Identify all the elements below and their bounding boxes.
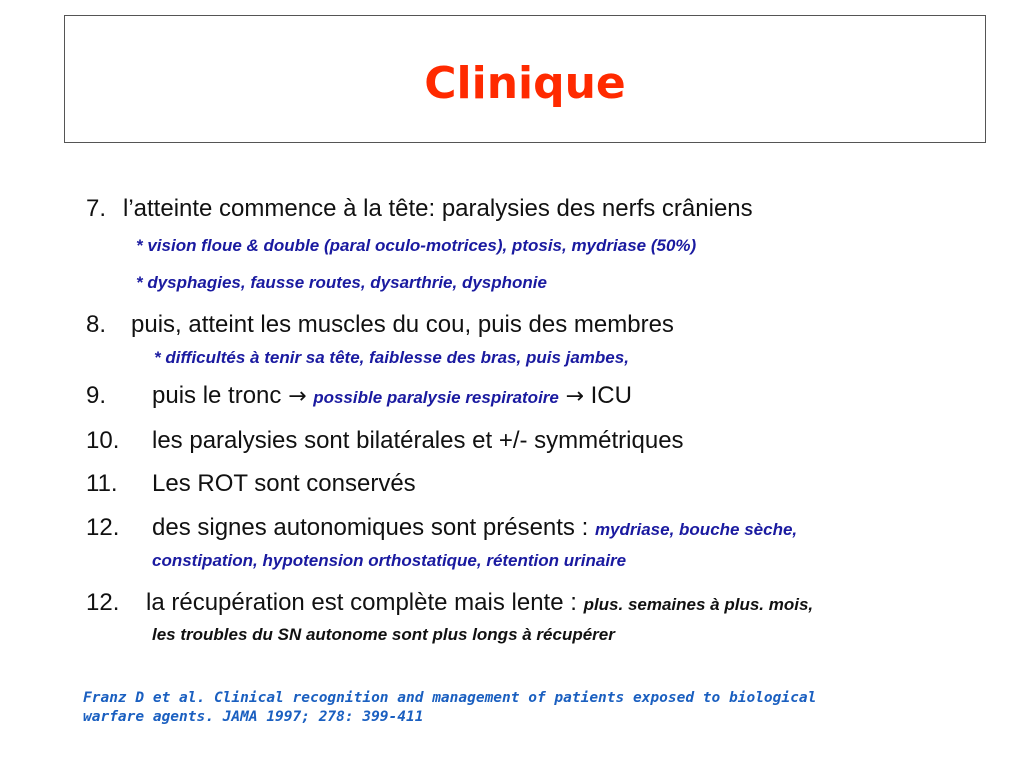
item-text: la récupération est complète mais lente : — [146, 589, 577, 616]
arrow-right-icon: → — [288, 384, 307, 409]
item-12-recovery-continuation: les troubles du SN autonome sont plus longs à récupérer — [152, 625, 615, 644]
item-number: 12. — [86, 589, 120, 616]
arrow-right-icon: → — [565, 384, 584, 409]
item-emphasis: plus. semaines à plus. mois, — [583, 595, 814, 614]
item-10 — [86, 429, 684, 453]
item-12-autonomic-continuation: constipation, hypotension orthostatique, rétention urinaire — [152, 551, 627, 570]
item-text-after: ICU — [590, 382, 632, 409]
item-8 — [86, 313, 674, 337]
item-emphasis: possible paralysie respiratoire — [313, 388, 559, 407]
item-number: 8. — [86, 311, 107, 338]
item-9 — [86, 384, 632, 408]
item-number: 12. — [86, 514, 120, 541]
item-text: Les ROT sont conservés — [152, 470, 416, 497]
item-7-sub-2: * dysphagies, fausse routes, dysarthrie, dysphonie — [136, 273, 547, 292]
item-number: 10. — [86, 427, 120, 454]
item-number: 7. — [86, 195, 107, 222]
item-7-sub-1: * vision floue & double (paral oculo-motrices), ptosis, mydriase (50%) — [136, 236, 697, 255]
item-8-sub-1: * difficultés à tenir sa tête, faiblesse des bras, puis jambes, — [154, 348, 629, 367]
reference-citation — [83, 689, 963, 727]
item-number: 11. — [86, 470, 118, 497]
item-11 — [86, 472, 416, 496]
item-text: puis, atteint les muscles du cou, puis des membres — [131, 311, 674, 338]
item-text: les paralysies sont bilatérales et +/- symmétriques — [152, 427, 684, 454]
item-emphasis: mydriase, bouche sèche, — [594, 520, 798, 539]
item-12-autonomic — [86, 516, 797, 540]
item-text: puis le tronc — [152, 382, 282, 409]
slide-title: Clinique — [424, 58, 626, 109]
item-text: l’atteinte commence à la tête: paralysies des nerfs crâniens — [123, 195, 753, 222]
item-number: 9. — [86, 382, 107, 409]
reference-line-1: Franz D et al. Clinical recognition and management of patients exposed to biological — [83, 690, 817, 706]
item-7 — [86, 197, 753, 221]
item-12-recovery — [86, 591, 813, 615]
item-text: des signes autonomiques sont présents : — [152, 514, 589, 541]
title-box — [64, 15, 986, 143]
reference-line-2: warfare agents. JAMA 1997; 278: 399-411 — [83, 708, 424, 725]
